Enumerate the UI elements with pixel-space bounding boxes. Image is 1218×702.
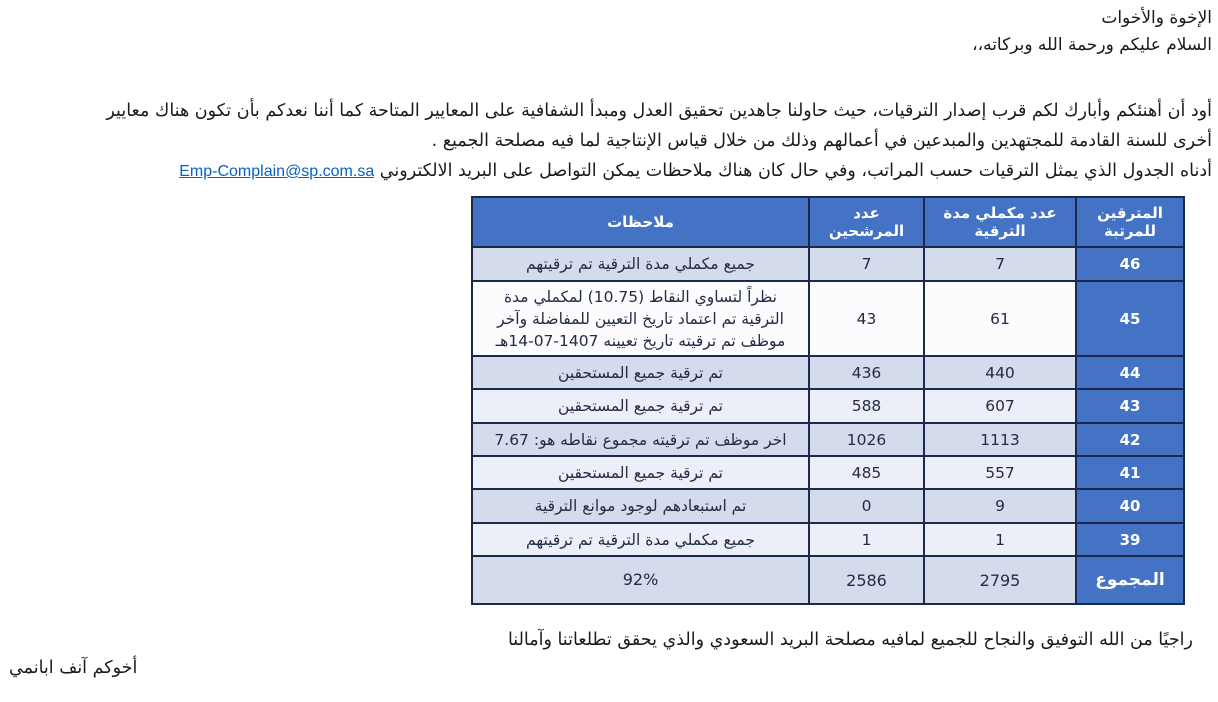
closing-line: راجيًا من الله التوفيق والنجاح للجميع لمافيه مصلحة البريد السعودي والذي يحقق تطلعاتنا وآمالنا	[507, 630, 1193, 650]
header-completed: عدد مكملي مدة الترقية	[924, 197, 1076, 247]
greeting-block	[972, 5, 1212, 59]
rank-cell: 39	[1076, 523, 1184, 556]
intro-line-3-text: أدناه الجدول الذي يمثل الترقيات حسب المراتب، وفي حال كان هناك ملاحظات يمكن التواصل على البريد الالكتروني	[379, 161, 1212, 181]
total-notes-cell: 92%	[472, 556, 809, 604]
notes-cell: نظراً لتساوي النقاط (10.75) لمكملي مدة الترقية تم اعتماد تاريخ التعيين للمفاضلة وآخر موظف تم ترقيته تاريخ تعيينه 1407-07-14هـ	[472, 281, 809, 356]
candidates-cell: 1	[809, 523, 924, 556]
completed-cell: 1113	[924, 423, 1076, 456]
notes-cell: اخر موظف تم ترقيته مجموع نقاطه هو: 7.67	[472, 423, 809, 456]
table-row	[472, 423, 1184, 456]
completed-cell: 557	[924, 456, 1076, 489]
complaint-email-link[interactable]: Emp-Complain@sp.com.sa	[179, 163, 375, 180]
table-total-row	[472, 556, 1184, 604]
intro-line-2: أخرى للسنة القادمة للمجتهدين والمبدعين في أعمالهم وذلك من خلال قياس الإنتاجية لما فيه مصلحة الجميع .	[431, 131, 1212, 151]
header-notes: ملاحظات	[472, 197, 809, 247]
promotions-table	[471, 196, 1185, 605]
notes-cell: تم ترقية جميع المستحقين	[472, 456, 809, 489]
greeting-line-2: السلام عليكم ورحمة الله وبركاته،،	[972, 35, 1212, 55]
candidates-cell: 485	[809, 456, 924, 489]
table-row	[472, 247, 1184, 281]
completed-cell: 1	[924, 523, 1076, 556]
total-candidates-cell: 2586	[809, 556, 924, 604]
table-row	[472, 389, 1184, 423]
completed-cell: 9	[924, 489, 1076, 523]
rank-cell: 46	[1076, 247, 1184, 281]
completed-cell: 7	[924, 247, 1076, 281]
table-row	[472, 523, 1184, 556]
intro-line-3	[6, 156, 1212, 187]
notes-cell: جميع مكملي مدة الترقية تم ترقيتهم	[472, 247, 809, 281]
notes-cell: تم ترقية جميع المستحقين	[472, 356, 809, 389]
rank-cell: 45	[1076, 281, 1184, 356]
intro-paragraph	[6, 96, 1212, 187]
candidates-cell: 436	[809, 356, 924, 389]
table-row	[472, 489, 1184, 523]
candidates-cell: 1026	[809, 423, 924, 456]
candidates-cell: 7	[809, 247, 924, 281]
candidates-cell: 43	[809, 281, 924, 356]
table-row	[472, 456, 1184, 489]
signature: أخوكم آنف ابانمي	[9, 658, 138, 678]
table-row	[472, 356, 1184, 389]
intro-line-1: أود أن أهنئكم وأبارك لكم قرب إصدار الترقيات، حيث حاولنا جاهدين تحقيق العدل ومبدأ الشفافية على المعايير المتاحة كما أننا نعدكم بأن تكون هناك معايير	[106, 101, 1212, 121]
rank-cell: 43	[1076, 389, 1184, 423]
completed-cell: 607	[924, 389, 1076, 423]
notes-cell: تم ترقية جميع المستحقين	[472, 389, 809, 423]
table-row	[472, 281, 1184, 356]
rank-cell: 40	[1076, 489, 1184, 523]
rank-cell: 42	[1076, 423, 1184, 456]
header-candidates: عدد المرشحين	[809, 197, 924, 247]
candidates-cell: 588	[809, 389, 924, 423]
notes-cell: جميع مكملي مدة الترقية تم ترقيتهم	[472, 523, 809, 556]
candidates-cell: 0	[809, 489, 924, 523]
rank-cell: 44	[1076, 356, 1184, 389]
greeting-line-1: الإخوة والأخوات	[1101, 8, 1212, 28]
total-rank-cell: المجموع	[1076, 556, 1184, 604]
completed-cell: 61	[924, 281, 1076, 356]
header-rank: المترقين للمرتبة	[1076, 197, 1184, 247]
rank-cell: 41	[1076, 456, 1184, 489]
completed-cell: 440	[924, 356, 1076, 389]
notes-cell: تم استبعادهم لوجود موانع الترقية	[472, 489, 809, 523]
table-header-row	[472, 197, 1184, 247]
total-completed-cell: 2795	[924, 556, 1076, 604]
